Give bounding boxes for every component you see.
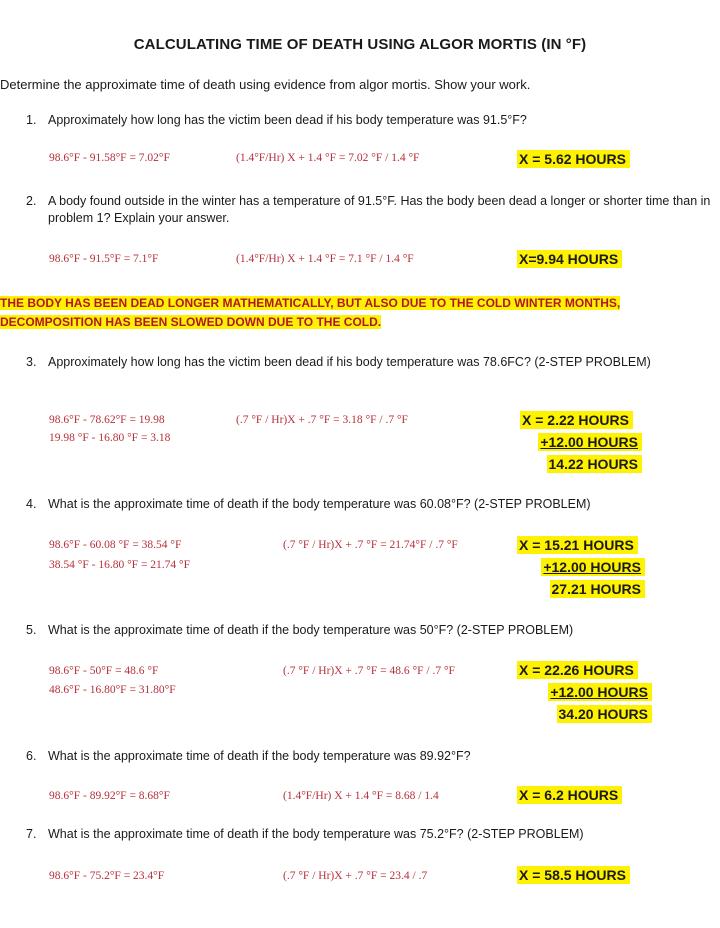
question-number: 4. bbox=[26, 497, 37, 511]
work-step: 48.6°F - 16.80°F = 31.80°F bbox=[49, 684, 176, 696]
page-title: CALCULATING TIME OF DEATH USING ALGOR MORTIS (IN °F) bbox=[133, 36, 587, 53]
work-step: 98.6°F - 60.08 °F = 38.54 °F bbox=[49, 539, 182, 551]
work-equation: (1.4°F/Hr) X + 1.4 °F = 8.68 / 1.4 bbox=[283, 790, 439, 802]
question-number: 3. bbox=[26, 355, 37, 369]
question-text: What is the approximate time of death if the body temperature was 75.2°F? (2-STEP PROBLEM) bbox=[48, 827, 584, 841]
question-number: 7. bbox=[26, 827, 37, 841]
work-equation: (.7 °F / Hr)X + .7 °F = 48.6 °F / .7 °F bbox=[283, 665, 455, 677]
answer-addend: +12.00 HOURS bbox=[541, 558, 645, 577]
question-1 bbox=[26, 112, 706, 129]
question-number: 1. bbox=[26, 113, 37, 127]
answer: X=9.94 HOURS bbox=[517, 250, 622, 269]
question-4 bbox=[26, 496, 706, 513]
work-equation: (.7 °F / Hr)X + .7 °F = 21.74°F / .7 °F bbox=[283, 539, 458, 551]
work-step: 38.54 °F - 16.80 °F = 21.74 °F bbox=[49, 559, 191, 571]
answer-total: 34.20 HOURS bbox=[557, 705, 652, 724]
question-text: What is the approximate time of death if the body temperature was 50°F? (2-STEP PROBLEM) bbox=[48, 623, 574, 637]
question-text: Approximately how long has the victim been dead if his body temperature was 78.6FC? (2-STEP PROBLEM) bbox=[48, 355, 651, 369]
work-equation: (.7 °F / Hr)X + .7 °F = 23.4 / .7 bbox=[283, 870, 428, 882]
question-3 bbox=[26, 354, 694, 371]
question-text: A body found outside in the winter has a temperature of 91.5°F. Has the body been dead a longer or shorter time than in problem 1? Explain your answer. bbox=[48, 194, 711, 225]
question-7 bbox=[26, 826, 716, 843]
work-step: 98.6°F - 91.58°F = 7.02°F bbox=[49, 152, 170, 164]
answer: X = 5.62 HOURS bbox=[517, 150, 630, 169]
work-step: 98.6°F - 50°F = 48.6 °F bbox=[49, 665, 159, 677]
question-5 bbox=[26, 622, 706, 639]
answer: X = 22.26 HOURS bbox=[517, 661, 638, 680]
work-step: 98.6°F - 78.62°F = 19.98 bbox=[49, 414, 165, 426]
answer: X = 58.5 HOURS bbox=[517, 866, 630, 885]
work-step: 98.6°F - 75.2°F = 23.4°F bbox=[49, 870, 165, 882]
work-step: 98.6°F - 91.5°F = 7.1°F bbox=[49, 253, 159, 265]
explanation: THE BODY HAS BEEN DEAD LONGER MATHEMATICALLY, BUT ALSO DUE TO THE COLD WINTER MONTHS, DECOMPOSITION HAS BEEN SLOWED DOWN DUE TO THE COLD. bbox=[0, 296, 621, 329]
question-number: 2. bbox=[26, 194, 37, 208]
answer: X = 15.21 HOURS bbox=[517, 536, 638, 555]
answer-addend: +12.00 HOURS bbox=[548, 683, 652, 702]
question-text: Approximately how long has the victim been dead if his body temperature was 91.5°F? bbox=[48, 113, 527, 127]
work-equation: (.7 °F / Hr)X + .7 °F = 3.18 °F / .7 °F bbox=[236, 414, 408, 426]
question-2 bbox=[26, 193, 712, 227]
question-6 bbox=[26, 748, 706, 765]
question-text: What is the approximate time of death if the body temperature was 89.92°F? bbox=[48, 749, 471, 763]
work-equation: (1.4°F/Hr) X + 1.4 °F = 7.02 °F / 1.4 °F bbox=[236, 152, 420, 164]
answer-addend: +12.00 HOURS bbox=[538, 433, 642, 452]
work-step: 98.6°F - 89.92°F = 8.68°F bbox=[49, 790, 170, 802]
answer-total: 27.21 HOURS bbox=[550, 580, 645, 599]
answer: X = 6.2 HOURS bbox=[517, 786, 622, 805]
question-number: 6. bbox=[26, 749, 37, 763]
answer-total: 14.22 HOURS bbox=[547, 455, 642, 474]
instructions: Determine the approximate time of death using evidence from algor mortis. Show your work. bbox=[0, 77, 531, 92]
work-step: 19.98 °F - 16.80 °F = 3.18 bbox=[49, 432, 171, 444]
question-text: What is the approximate time of death if the body temperature was 60.08°F? (2-STEP PROBLEM) bbox=[48, 497, 591, 511]
work-equation: (1.4°F/Hr) X + 1.4 °F = 7.1 °F / 1.4 °F bbox=[236, 253, 414, 265]
question-number: 5. bbox=[26, 623, 37, 637]
answer: X = 2.22 HOURS bbox=[520, 411, 633, 430]
